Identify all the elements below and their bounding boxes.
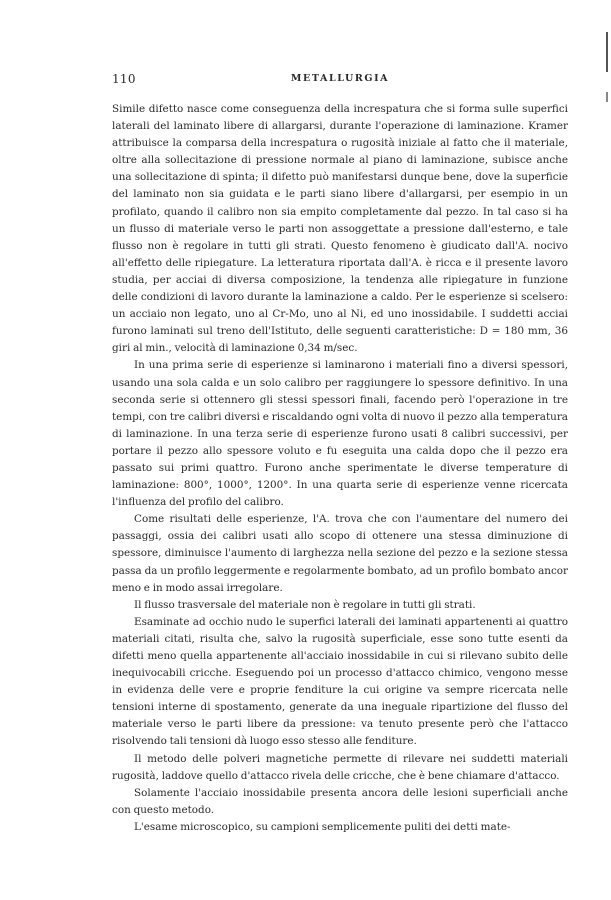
page-header xyxy=(112,70,568,90)
body-text xyxy=(112,101,568,836)
paragraph: In una prima serie di esperienze si laminarono i materiali fino a diversi spessori, usando una sola calda e un solo calibro per raggiungere lo spessore definitivo. In una seconda serie si ottennero gli stessi spessori finali, facendo però l'operazione in tre tempi, con tre calibri diversi e riscaldando ogni volta di nuovo il pezzo alla temperatura di laminazione. In una terza serie di esperienze furono usati 8 calibri successivi, per portare il pezzo allo spessore voluto e fu eseguita una calda dopo che il pezzo era passato sui primi quattro. Furono anche sperimentate le diverse temperature di laminazione: 800°, 1000°, 1200°. In una quarta serie di esperienze venne ricercata l'influenza del profilo del calibro. xyxy=(112,359,568,509)
paragraph: Il metodo delle polveri magnetiche permette di rilevare nei suddetti materiali rugosità, laddove quello d'attacco rivela delle cricche, che è bene chiamare d'attacco. xyxy=(112,752,568,782)
paragraph: Il flusso trasversale del materiale non è regolare in tutti gli strati. xyxy=(134,598,476,611)
paragraph: Simile difetto nasce come conseguenza della increspatura che si forma sulle superfici laterali del laminato libere di allargarsi, durante l'operazione di laminazione. Kramer attribuisce la comparsa della increspatura o rugosità iniziale al fatto che il materiale, oltre alla sollecitazione di pressione normale al piano di laminazione, subisce anche una sollecitazione di spinta; il difetto può manifestarsi dunque bene, dove la superficie del laminato non sia guidata e le parti siano libere d'allargarsi, per esempio in un profilato, quando il calibro non sia empito completamente dal pezzo. In tal caso si ha un flusso di materiale verso le parti non assoggettate a pressione dall'esterno, e tale flusso non è regolare in tutti gli strati. Questo fenomeno è giudicato dall'A. nocivo all'effetto delle ripiegature. La letteratura riportata dall'A. è ricca e il presente lavoro studia, per acciai di diversa composizione, la tendenza alle ripiegature in funzione delle condizioni di lavoro durante la laminazione a caldo. Per le esperienze si scelsero: un acciaio non legato, uno al Cr-Mo, uno al Ni, ed uno inossidabile. I suddetti acciai furono laminati sul treno dell'Istituto, delle seguenti caratteristiche: D = 180 mm, 36 giri al min., velocità di laminazione 0,34 m/sec. xyxy=(112,103,568,355)
running-title: METALLURGIA xyxy=(290,73,390,84)
paragraph: Esaminate ad occhio nudo le superfici laterali dei laminati appartenenti ai quattro materiali citati, risulta che, salvo la rugosità superficiale, esse sono tutte esenti da difetti meno quella appartenente all'acciaio inossidabile in cui si rilevano subito delle inequivocabili cricche. Eseguendo poi un processo d'attacco chimico, vengono messe in evidenza delle vere e proprie fenditure la cui origine va sempre ricercata nelle tensioni interne di spostamento, generate da una ineguale ripartizione del flusso del materiale verso le parti libere da pressione: va tenuto presente però che l'attacco risolvendo tali tensioni dà luogo esso stesso alle fenditure. xyxy=(112,615,568,748)
scan-edge-mark xyxy=(606,92,608,102)
paragraph: Solamente l'acciaio inossidabile presenta ancora delle lesioni superficiali anche con questo metodo. xyxy=(112,786,568,816)
paragraph: Come risultati delle esperienze, l'A. trova che con l'aumentare del numero dei passaggi, ossia dei calibri usati allo scopo di ottenere una stessa diminuzione di spessore, diminuisce l'aumento di larghezza nella sezione del pezzo e la sezione stessa passa da un profilo leggermente e regolarmente bombato, ad un profilo bombato ancor meno e in modo assai irregolare. xyxy=(112,513,568,594)
scan-edge-mark xyxy=(606,32,608,72)
paragraph: L'esame microscopico, su campioni semplicemente puliti dei detti mate- xyxy=(134,820,511,833)
page-number: 110 xyxy=(112,72,136,86)
